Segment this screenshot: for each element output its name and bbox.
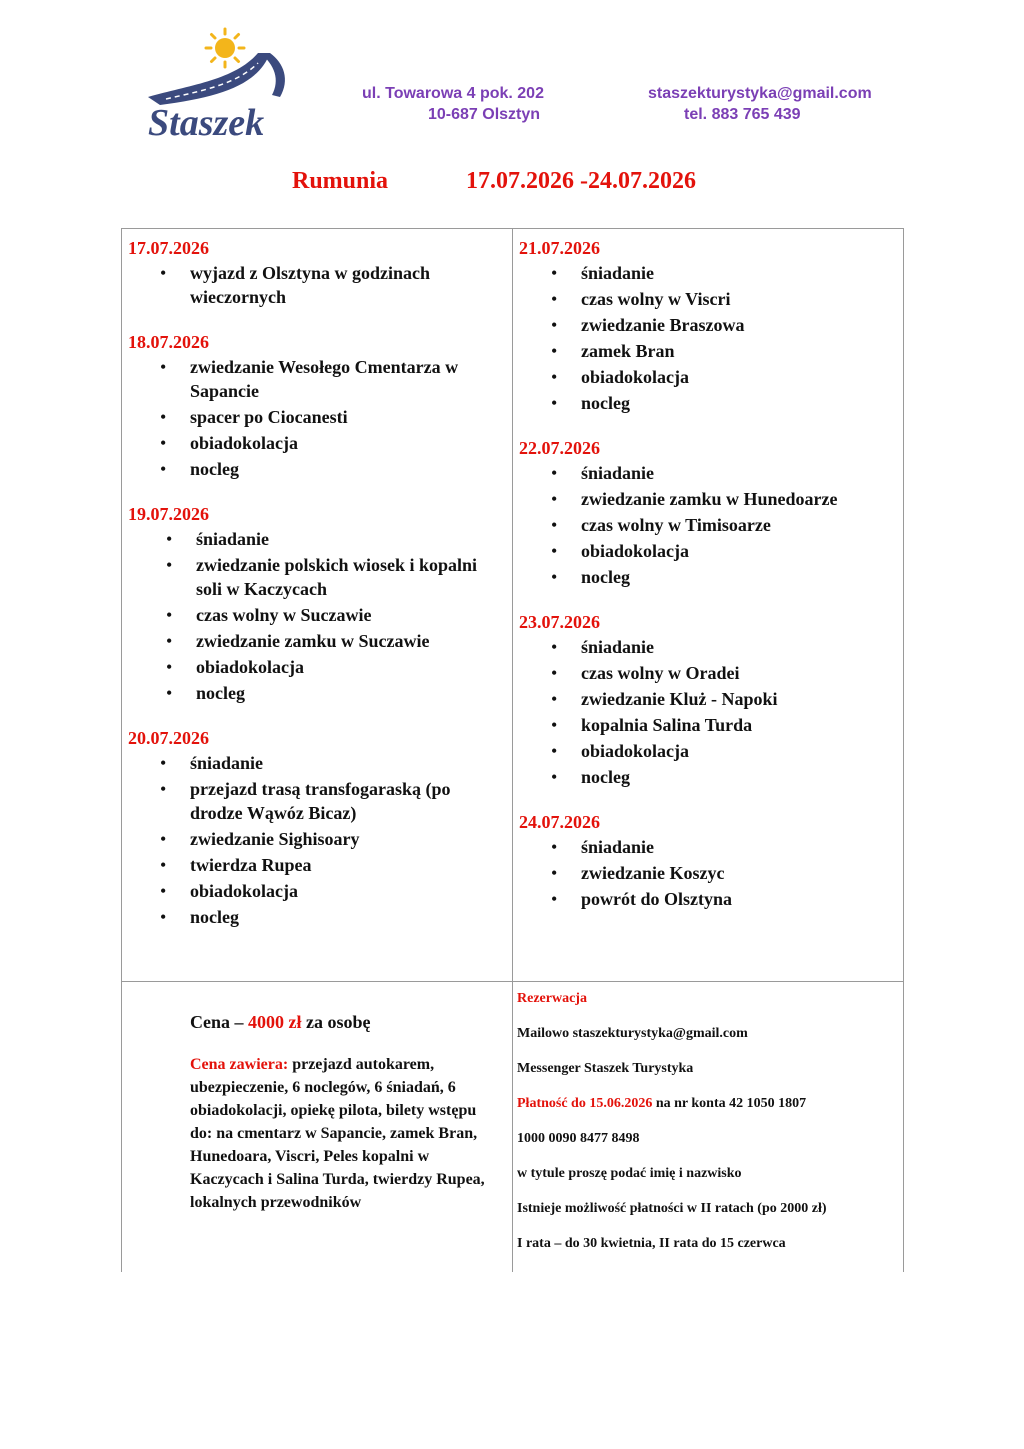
reservation-installment-dates: I rata – do 30 kwietnia, II rata do 15 czerwca [517, 1236, 786, 1251]
activity-item: • obiadokolacja [581, 365, 897, 389]
itinerary-table [121, 228, 904, 1272]
activity-item: • czas wolny w Timisoarze [581, 513, 897, 537]
day-date: 24.07.2026 [519, 812, 600, 832]
day-date: 18.07.2026 [128, 332, 209, 352]
reservation-cell [513, 982, 904, 1273]
day-date: 20.07.2026 [128, 728, 209, 748]
itinerary-left-cell [122, 229, 513, 982]
road-icon [148, 53, 285, 105]
activity-item: • czas wolny w Suczawie [196, 603, 506, 627]
activity-item: • śniadanie [581, 261, 897, 285]
activity-item: • zwiedzanie polskich wiosek i kopalni soli w Kaczycach [196, 553, 506, 601]
company-logo [140, 25, 290, 160]
activity-item: • przejazd trasą transfogaraską (po drodze Wąwóz Bicaz) [190, 777, 506, 825]
price-cell [122, 982, 513, 1273]
price-includes [190, 1053, 502, 1214]
reservation-email: Mailowo staszekturystyka@gmail.com [517, 1026, 748, 1041]
price-line [190, 1012, 502, 1033]
activity-item: • zamek Bran [581, 339, 897, 363]
activity-item: • nocleg [581, 565, 897, 589]
day-date: 17.07.2026 [128, 238, 209, 258]
reservation-heading: Rezerwacja [517, 991, 587, 1006]
day-date: 19.07.2026 [128, 504, 209, 524]
reservation-installments: Istnieje możliwość płatności w II ratach (po 2000 zł) [517, 1201, 827, 1216]
activity-item: • obiadokolacja [196, 655, 506, 679]
contact-phone[interactable]: tel. 883 765 439 [684, 106, 801, 123]
activity-item: • śniadanie [581, 635, 897, 659]
title-destination: Rumunia [292, 168, 389, 194]
activity-item: • twierdza Rupea [190, 853, 506, 877]
day-block [519, 235, 897, 415]
price-prefix: Cena – [190, 1012, 244, 1032]
day-block [128, 329, 506, 481]
activity-item: • nocleg [581, 765, 897, 789]
activity-item: • obiadokolacja [190, 431, 506, 455]
activity-item: • wyjazd z Olsztyna w godzinach wieczornych [190, 261, 506, 309]
activity-item: • śniadanie [581, 835, 897, 859]
price-includes-label: Cena zawiera: [190, 1056, 289, 1073]
activity-item: • obiadokolacja [190, 879, 506, 903]
day-block [128, 501, 506, 705]
activity-item: • powrót do Olsztyna [581, 887, 897, 911]
title-dates: 17.07.2026 -24.07.2026 [466, 168, 696, 194]
reservation-messenger: Messenger Staszek Turystyka [517, 1061, 694, 1076]
activity-item: • zwiedzanie Koszyc [581, 861, 897, 885]
activity-item: • nocleg [190, 905, 506, 929]
page-title [292, 168, 696, 195]
activity-item: • śniadanie [196, 527, 506, 551]
activity-item: • czas wolny w Viscri [581, 287, 897, 311]
activity-item: • nocleg [190, 457, 506, 481]
day-block [519, 809, 897, 911]
activity-item: • zwiedzanie Kluż - Napoki [581, 687, 897, 711]
price-suffix: za osobę [306, 1012, 371, 1032]
activity-item: • śniadanie [581, 461, 897, 485]
logo-text: Staszek [148, 102, 265, 144]
day-date: 21.07.2026 [519, 238, 600, 258]
contact-block [648, 83, 928, 125]
activity-item: • zwiedzanie zamku w Suczawie [196, 629, 506, 653]
payment-deadline: Płatność do 15.06.2026 [517, 1096, 653, 1111]
address-block [362, 83, 592, 125]
price-amount: 4000 zł [248, 1012, 302, 1032]
day-block [519, 435, 897, 589]
day-block [128, 725, 506, 929]
activity-item: • obiadokolacja [581, 539, 897, 563]
activity-item: • nocleg [581, 391, 897, 415]
price-includes-text: przejazd autokarem, ubezpieczenie, 6 noclegów, 6 śniadań, 6 obiadokolacji, opiekę pilota, bilety wstępu do: na cmentarz w Sapancie, zamek Bran, Hunedoara, Viscri, Peles kopalni w Kaczycach i Salina Turda, twierdzy Rupea, lokalnych przewodników [190, 1056, 485, 1211]
sun-icon [206, 29, 244, 67]
itinerary-right-cell [513, 229, 904, 982]
activity-item: • spacer po Ciocanesti [190, 405, 506, 429]
day-date: 23.07.2026 [519, 612, 600, 632]
activity-item: • obiadokolacja [581, 739, 897, 763]
activity-item: • nocleg [196, 681, 506, 705]
contact-email[interactable]: staszekturystyka@gmail.com [648, 85, 872, 102]
payment-account: na nr konta 42 1050 1807 [655, 1096, 807, 1111]
reservation-title-note: w tytule proszę podać imię i nazwisko [517, 1166, 742, 1181]
activity-item: • czas wolny w Oradei [581, 661, 897, 685]
day-date: 22.07.2026 [519, 438, 600, 458]
address-street: ul. Towarowa 4 pok. 202 [362, 85, 544, 102]
activity-item: • kopalnia Salina Turda [581, 713, 897, 737]
activity-item: • zwiedzanie Wesołego Cmentarza w Sapancie [190, 355, 506, 403]
reservation-account-cont: 1000 0090 8477 8498 [517, 1131, 640, 1146]
reservation-payment [517, 1093, 899, 1114]
activity-item: • zwiedzanie zamku w Hunedoarze [581, 487, 897, 511]
activity-item: • śniadanie [190, 751, 506, 775]
day-block [519, 609, 897, 789]
address-city: 10-687 Olsztyn [428, 106, 541, 123]
day-block [128, 235, 506, 309]
activity-item: • zwiedzanie Braszowa [581, 313, 897, 337]
activity-item: • zwiedzanie Sighisoary [190, 827, 506, 851]
